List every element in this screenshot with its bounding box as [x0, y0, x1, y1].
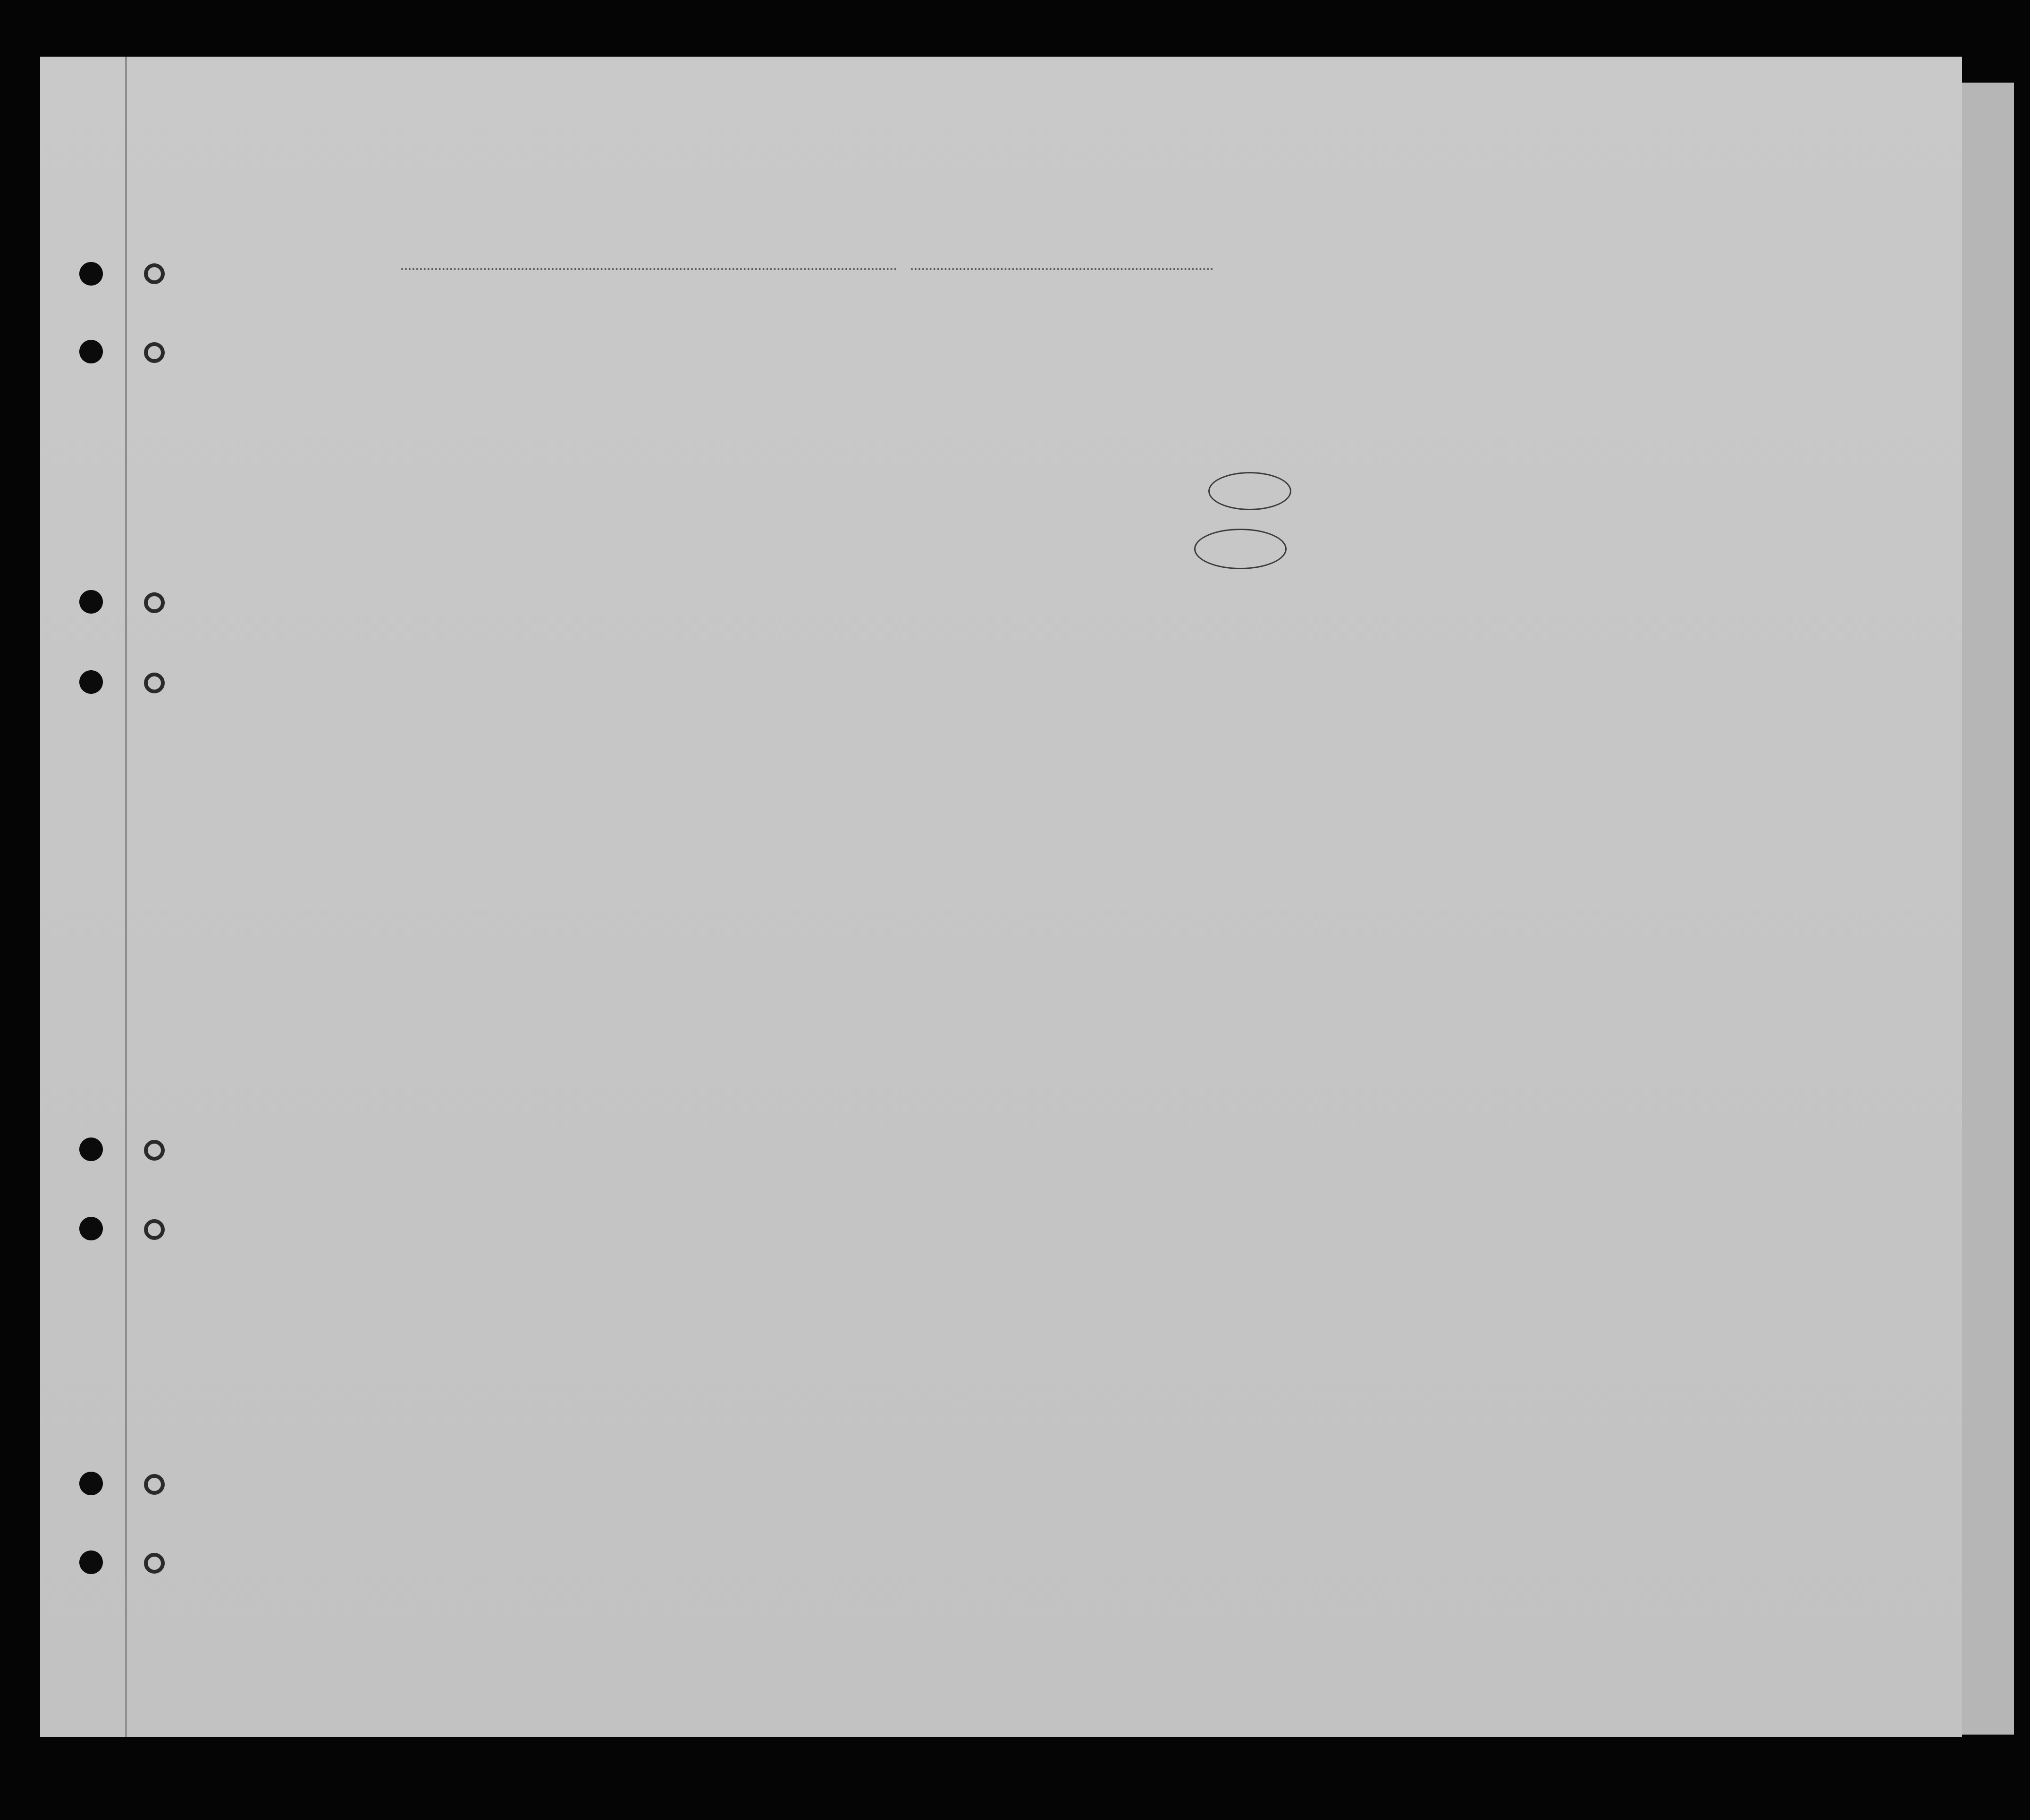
status-stamp	[1208, 472, 1291, 510]
status-stamp	[1194, 529, 1287, 569]
